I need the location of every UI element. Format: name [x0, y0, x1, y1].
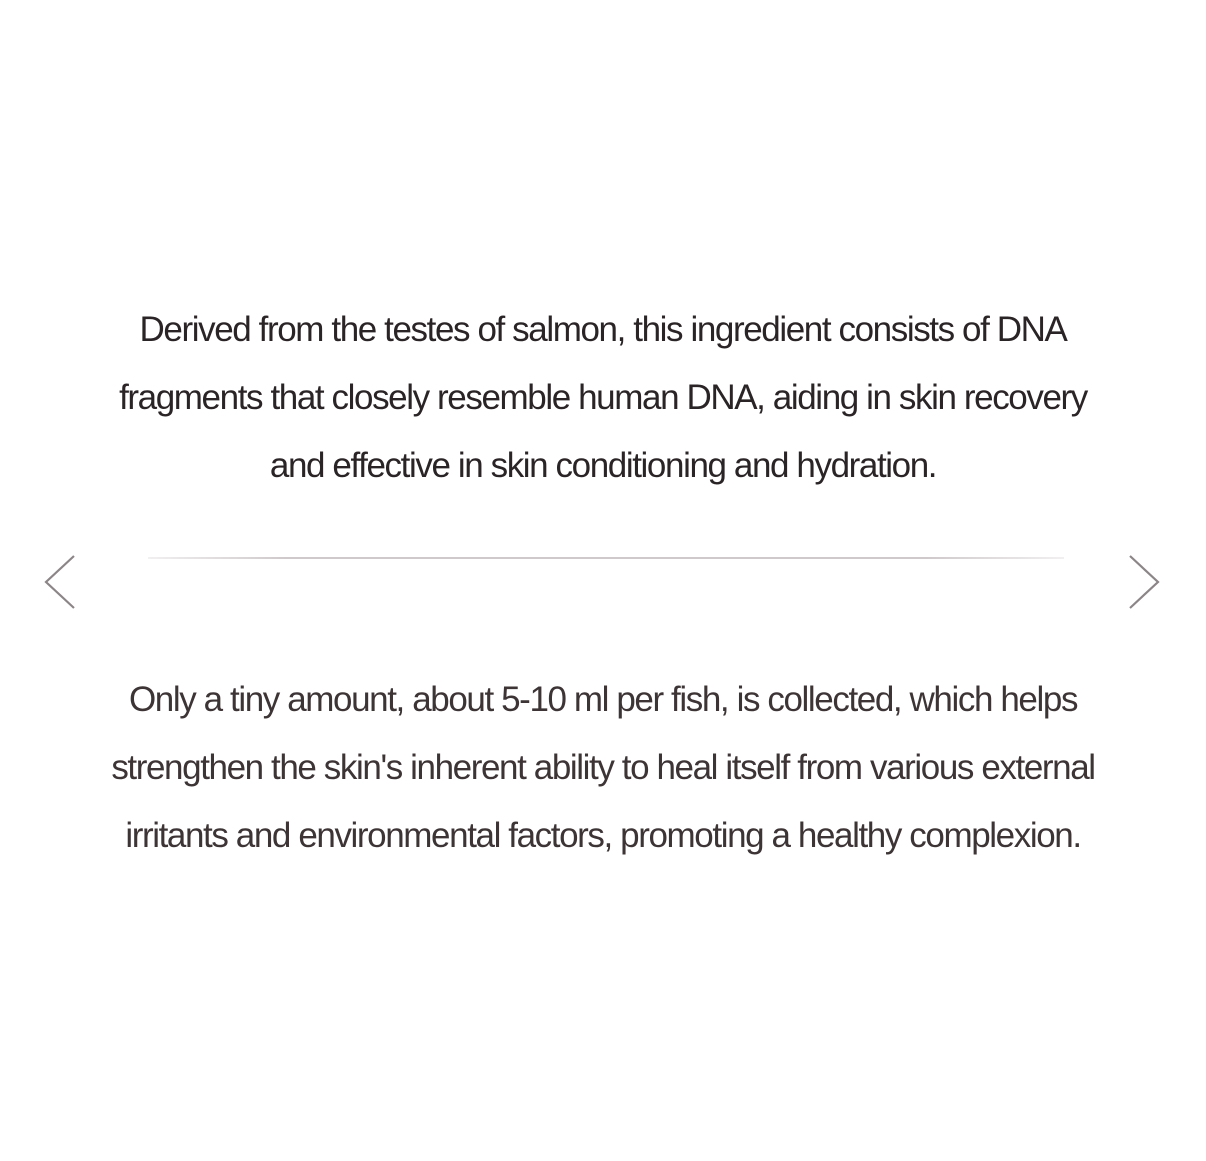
description-bottom-line-3: irritants and environmental factors, promoting a healthy complexion.: [125, 816, 1081, 855]
ingredient-description-top: [0, 296, 1206, 500]
description-bottom-line-2: strengthen the skin's inherent ability to heal itself from various external: [111, 748, 1095, 787]
chevron-left-icon: [40, 550, 80, 614]
description-top-line-1: Derived from the testes of salmon, this ingredient consists of DNA: [139, 310, 1067, 349]
description-top-line-3: and effective in skin conditioning and hydration.: [269, 446, 937, 485]
next-slide-button[interactable]: [1124, 550, 1164, 614]
description-top-line-2: fragments that closely resemble human DNA, aiding in skin recovery: [119, 378, 1087, 417]
section-divider: [148, 557, 1064, 559]
chevron-right-icon: [1124, 550, 1164, 614]
ingredient-description-bottom: [0, 666, 1206, 870]
prev-slide-button[interactable]: [40, 550, 80, 614]
description-bottom-line-1: Only a tiny amount, about 5-10 ml per fish, is collected, which helps: [128, 680, 1078, 719]
